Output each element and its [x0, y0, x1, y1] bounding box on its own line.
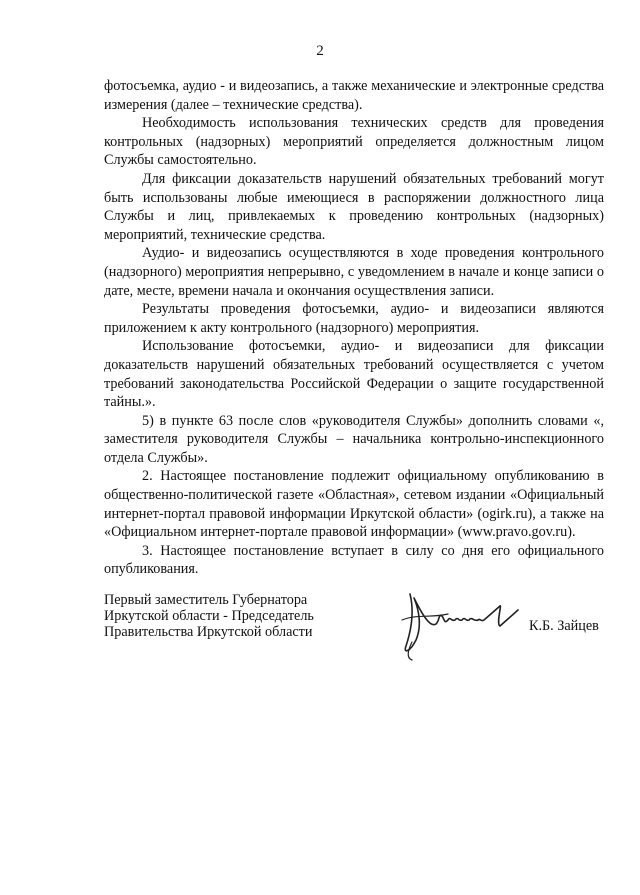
- paragraph-8: 2. Настоящее постановление подлежит официальному опубликованию в общественно-политической газете «Областная», сетевом издании «Официальный интернет-портал правовой информации Иркутской области» (ogirk.ru), а также на «Официальном интернет-портале правовой информации» (www.pravo.gov.ru).: [104, 468, 604, 541]
- page-number: 2: [316, 43, 324, 59]
- document-body: [104, 77, 604, 579]
- signatory-title: [104, 592, 314, 640]
- paragraph-6: Использование фотосъемки, аудио- и видеозаписи для фиксации доказательств нарушений обязательных требований осуществляется с учетом требований законодательства Российской Федерации о защите государственной тайны.».: [104, 338, 604, 411]
- signatory-name: К.Б. Зайцев: [529, 618, 599, 634]
- paragraph-1: фотосъемка, аудио - и видеозапись, а также механические и электронные средства измерения (далее – технические средства).: [104, 78, 604, 113]
- signatory-title-line-1: Первый заместитель Губернатора: [104, 592, 308, 608]
- paragraph-4: Аудио- и видеозапись осуществляются в ходе проведения контрольного (надзорного) мероприятия непрерывно, с уведомлением в начале и конце записи о дате, месте, времени начала и окончания осуществления записи.: [104, 245, 604, 299]
- paragraph-3: Для фиксации доказательств нарушений обязательных требований могут быть использованы любые имеющиеся в распоряжении должностного лица Службы и лиц, привлекаемых к проведению контрольных (надзорных) мероприятий, технические средства.: [104, 170, 604, 243]
- signatory-title-line-2: Иркутской области - Председатель: [104, 608, 314, 624]
- paragraph-9: 3. Настоящее постановление вступает в силу со дня его официального опубликования.: [104, 542, 604, 578]
- signature-block: [104, 592, 604, 672]
- handwritten-signature: [392, 580, 532, 664]
- signatory-title-line-3: Правительства Иркутской области: [104, 624, 313, 640]
- paragraph-2: Необходимость использования технических средств для проведения контрольных (надзорных) мероприятий определяется должностным лицом Службы самостоятельно.: [104, 115, 604, 169]
- paragraph-5: Результаты проведения фотосъемки, аудио- и видеозаписи являются приложением к акту контрольного (надзорного) мероприятия.: [104, 301, 604, 336]
- paragraph-7: 5) в пункте 63 после слов «руководителя Службы» дополнить словами «, заместителя руководителя Службы – начальника контрольно-инспекционного отдела Службы».: [104, 412, 604, 466]
